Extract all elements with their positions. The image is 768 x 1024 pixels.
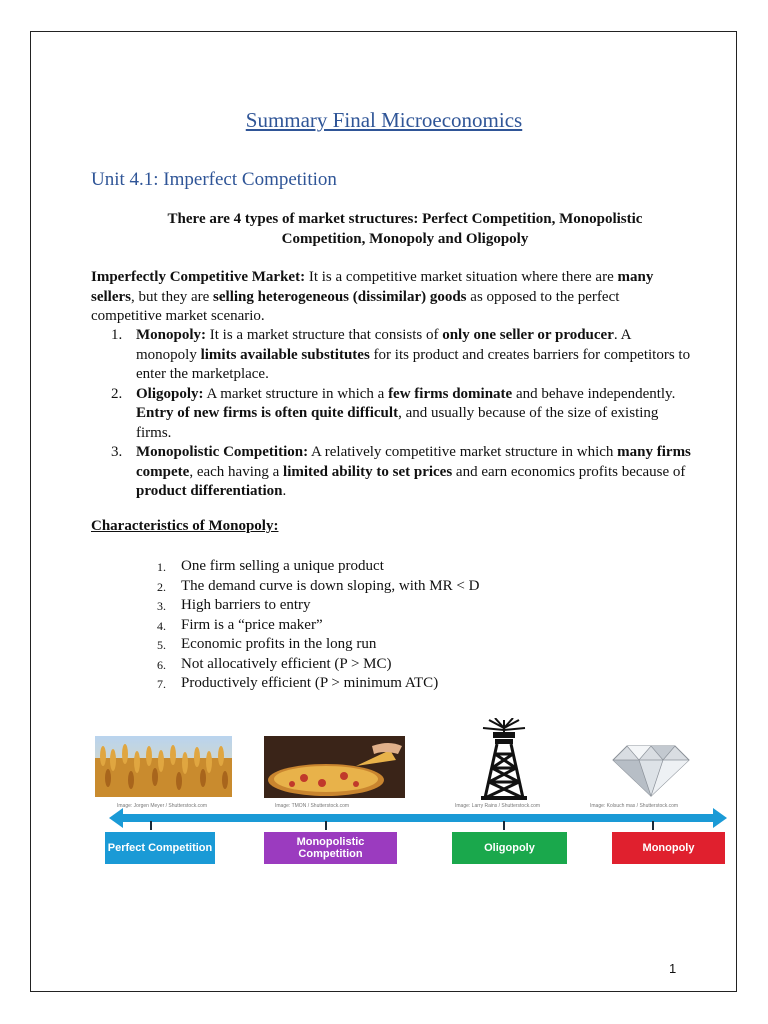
tick-mark: [325, 821, 327, 830]
label-monopoly: Monopoly: [612, 832, 725, 864]
definition-bold: many sellers: [91, 269, 654, 305]
market-type-item: [91, 385, 691, 444]
item-text: for its product and creates barriers for competitors to enter the marketplace.: [136, 346, 691, 382]
item-text: and earn economics profits because of: [452, 463, 686, 480]
definition-text: , but they are: [130, 288, 214, 305]
item-text: It is a market structure that consists of: [206, 327, 443, 343]
market-type-term: Oligopoly:: [136, 385, 204, 402]
list-number: 7.: [157, 677, 166, 691]
market-type-term: Monopolistic Competition:: [136, 444, 309, 460]
list-number: 1.: [157, 560, 166, 574]
item-text: , each having a: [189, 463, 284, 480]
definition-bold: selling heterogeneous (dissimilar) goods: [213, 288, 467, 305]
characteristic-item: [140, 635, 479, 655]
characteristic-text: High barriers to entry: [181, 597, 311, 613]
item-bold: only one seller or producer: [442, 327, 614, 343]
characteristic-text: Firm is a “price maker”: [181, 616, 323, 633]
market-type-item: [91, 443, 691, 502]
list-number: 3.: [157, 599, 166, 613]
item-text: A market structure in which a: [203, 385, 389, 402]
market-structure-spectrum: [95, 718, 735, 868]
tick-mark: [652, 821, 654, 830]
unit-heading: Unit 4.1: Imperfect Competition: [91, 169, 337, 190]
characteristic-item: [140, 596, 479, 616]
pizza-image: [264, 736, 405, 798]
tick-mark: [503, 821, 505, 830]
characteristic-text: The demand curve is down sloping, with MR < D: [181, 577, 480, 594]
item-text: . A monopoly: [136, 327, 631, 363]
spectrum-arrow: [109, 806, 727, 830]
image-credit: Image: Jorgen Meyer / Shutterstock.com: [117, 803, 208, 809]
image-credit: Image: Kolsuch mas / Shutterstock.com: [590, 803, 679, 809]
list-number: 2.: [111, 385, 123, 402]
item-bold: many firms compete: [136, 444, 691, 480]
list-number: 3.: [111, 444, 123, 460]
characteristic-item: [140, 577, 479, 597]
market-types-list: [91, 326, 691, 502]
definition-paragraph: [91, 268, 691, 327]
image-credit: Image: Larry Rains / Shutterstock.com: [455, 803, 541, 809]
diamond-image: [611, 738, 691, 798]
intro-statement: There are 4 types of market structures: Perfect Competition, Monopolistic Competition, Monopoly and Oligopoly: [167, 211, 643, 247]
characteristic-text: Economic profits in the long run: [181, 636, 377, 652]
document-title: Summary Final Microeconomics: [245, 108, 523, 132]
list-number: 6.: [157, 657, 166, 672]
oil-derrick-image: [475, 718, 533, 800]
characteristics-heading: Characteristics of Monopoly:: [91, 518, 279, 534]
characteristic-text: Productively efficient (P > minimum ATC): [181, 675, 439, 691]
item-bold: limited ability to set prices: [283, 463, 453, 480]
item-text: A relatively competitive market structure in which: [308, 444, 618, 460]
item-text: .: [282, 483, 287, 499]
image-credit: Image: TMON / Shutterstock.com: [275, 803, 350, 809]
characteristic-item: [140, 674, 479, 694]
item-bold: limits available substitutes: [200, 346, 370, 363]
characteristic-text: Not allocatively efficient (P > MC): [181, 655, 392, 672]
item-bold: product differentiation: [136, 483, 283, 499]
item-bold: few firms dominate: [388, 385, 513, 402]
list-number: 1.: [111, 327, 123, 343]
definition-text: It is a competitive market situation where there are: [305, 269, 618, 285]
definition-term: Imperfectly Competitive Market:: [91, 269, 306, 285]
item-text: , and usually because of the size of existing firms.: [136, 405, 659, 441]
wheat-field-image: [95, 736, 232, 797]
tick-mark: [150, 821, 152, 830]
label-perfect-competition: Perfect Competition: [105, 832, 215, 864]
characteristic-text: One firm selling a unique product: [181, 558, 384, 574]
characteristic-item: [140, 616, 479, 636]
list-number: 2.: [157, 579, 166, 594]
characteristics-list: [140, 557, 479, 694]
page-number: 1: [669, 961, 677, 976]
market-type-term: Monopoly:: [136, 327, 207, 343]
list-number: 4.: [157, 618, 166, 633]
item-bold: Entry of new firms is often quite difficult: [136, 405, 399, 421]
list-number: 5.: [157, 638, 166, 652]
characteristic-item: [140, 655, 479, 675]
item-text: and behave independently.: [512, 385, 676, 402]
label-monopolistic-competition: Monopolistic Competition: [264, 832, 397, 864]
market-type-item: [91, 326, 691, 385]
characteristic-item: [140, 557, 479, 577]
label-oligopoly: Oligopoly: [452, 832, 567, 864]
definition-text: as opposed to the perfect competitive market scenario.: [91, 288, 620, 324]
